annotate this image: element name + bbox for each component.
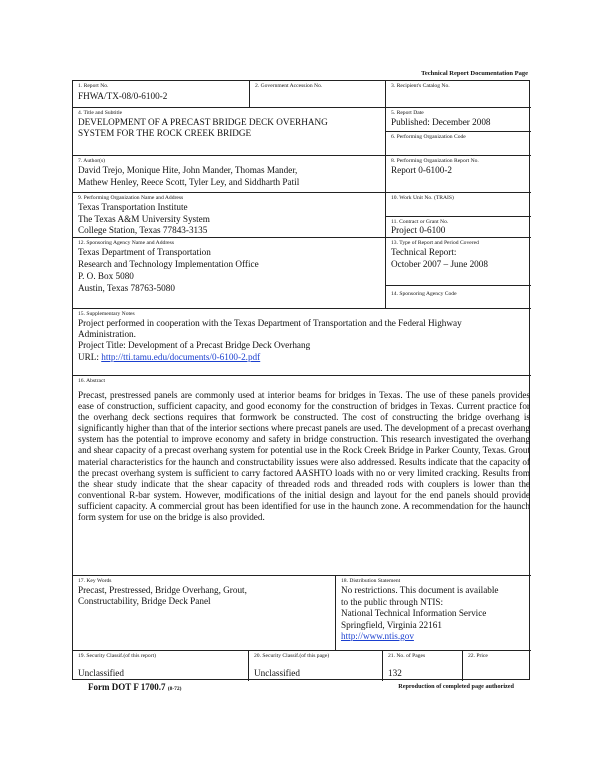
recipient-catalog-label: 3. Recipient's Catalog No.	[391, 83, 450, 89]
title-label: 4. Title and Subtitle	[78, 110, 123, 116]
supplementary-line-3: Project Title: Development of a Precast Bridge Deck Overhang	[78, 340, 311, 350]
sponsoring-agency-line-4: Austin, Texas 78763-5080	[78, 283, 175, 293]
distribution-line-2: to the public through NTIS:	[341, 596, 444, 607]
report-date-value: Published: December 2008	[391, 117, 491, 127]
report-no-cell	[73, 81, 249, 107]
gov-accession-cell	[249, 81, 385, 107]
org-code-label: 6. Performing Organization Code	[391, 134, 466, 140]
abstract-text: Precast, prestressed panels are commonly used at interior beams for bridges in Texas. The use of these panels provides ease of construction, sufficient capacity, and good economy for the construction of bridges in Texas. Current practice for the overhang deck sections requires that formwork be constructed. The cost of constructing the bridge overhang is significantly higher than that of the interior sections where precast panels are used. The development of a precast overhang system has the potential to improve economy and safety in bridge construction. This research investigated the overhang and shear capacity of a precast overhang system for potential use in the Rock Creek Bridge in Parker County, Texas. Grout material characteristics for the haunch and constructability issues were also addressed. Results indicate that the capacity of the precast overhang system is sufficient to carry factored AASHTO loads with no or very limited cracking. Results from the shear study indicate that the shear capacity of threaded rods and threaded rods with couplers is lower than the conventional R-bar system. However, modifications of the initial design and layout for the end panels should provide sufficient capacity. A commercial grout has been identified for use in the haunch zone. A recommendation for the haunch form system for use on the bridge is also provided.	[78, 390, 530, 523]
supplementary-line-1: Project performed in cooperation with the Texas Department of Transportation and the Federal Highway	[78, 318, 462, 328]
distribution-cell	[335, 575, 531, 650]
report-date-cell	[385, 107, 531, 131]
recipient-catalog-cell	[385, 81, 531, 107]
num-pages-cell	[382, 650, 462, 681]
num-pages-label: 21. No. of Pages	[388, 653, 426, 659]
key-words-cell	[73, 575, 335, 650]
security-page-label: 20. Security Classif.(of this page)	[254, 653, 330, 659]
supplementary-url-prefix: URL:	[78, 351, 102, 362]
distribution-url-link[interactable]: http://www.ntis.gov	[341, 631, 414, 641]
performing-org-cell	[73, 192, 385, 237]
security-page-value: Unclassified	[254, 668, 300, 678]
security-page-cell	[248, 650, 382, 681]
form-revision: (8-72)	[167, 686, 182, 692]
report-documentation-form	[72, 80, 530, 680]
report-no-value: FHWA/TX-08/0-6100-2	[78, 91, 168, 101]
performing-org-label: 9. Performing Organization Name and Address	[78, 195, 184, 201]
agency-code-label: 14. Sponsoring Agency Code	[391, 291, 457, 297]
security-report-cell	[73, 650, 248, 681]
supplementary-label: 15. Supplementary Notes	[78, 311, 135, 317]
distribution-label: 18. Distribution Statement	[341, 578, 401, 584]
authors-line-1: David Trejo, Monique Hite, John Mander, Thomas Mander,	[78, 165, 298, 175]
num-pages-value: 132	[388, 668, 402, 678]
security-report-value: Unclassified	[78, 668, 124, 678]
key-words-label: 17. Key Words	[78, 578, 112, 584]
price-cell	[462, 650, 531, 681]
supplementary-cell	[73, 308, 531, 375]
org-report-no-cell	[385, 155, 531, 192]
contract-label: 11. Contract or Grant No.	[391, 219, 449, 225]
title-line-1: DEVELOPMENT OF A PRECAST BRIDGE DECK OVERHANG	[78, 117, 328, 127]
report-type-cell	[385, 237, 531, 285]
sponsoring-agency-line-3: P. O. Box 5080	[78, 271, 134, 281]
supplementary-url-line	[78, 352, 260, 363]
report-no-label: 1. Report No.	[78, 83, 109, 89]
sponsoring-agency-cell	[73, 237, 385, 308]
work-unit-label: 10. Work Unit No. (TRAIS)	[391, 195, 454, 201]
sponsoring-agency-line-2: Research and Technology Implementation Office	[78, 259, 259, 269]
performing-org-line-3: College Station, Texas 77843-3135	[78, 225, 208, 235]
price-label: 22. Price	[468, 653, 488, 659]
security-report-label: 19. Security Classif.(of this report)	[78, 653, 156, 659]
page-title: Technical Report Documentation Page	[421, 70, 528, 77]
form-name: Form DOT F 1700.7	[88, 682, 166, 692]
title-line-2: SYSTEM FOR THE ROCK CREEK BRIDGE	[78, 127, 252, 138]
distribution-line-1: No restrictions. This document is available	[341, 585, 499, 595]
report-date-label: 5. Report Date	[391, 110, 424, 116]
contract-cell	[385, 216, 531, 237]
supplementary-url-link[interactable]: http://tti.tamu.edu/documents/0-6100-2.pdf	[101, 351, 261, 362]
sponsoring-agency-line-1: Texas Department of Transportation	[78, 247, 211, 257]
distribution-line-4: Springfield, Virginia 22161	[341, 619, 442, 630]
key-words-line-1: Precast, Prestressed, Bridge Overhang, Grout,	[78, 585, 247, 595]
agency-code-cell	[385, 285, 531, 308]
performing-org-line-1: Texas Transportation Institute	[78, 202, 188, 212]
authors-line-2: Mathew Henley, Reece Scott, Tyler Ley, and Siddharth Patil	[78, 176, 300, 187]
org-report-no-value: Report 0-6100-2	[391, 165, 452, 175]
key-words-line-2: Constructability, Bridge Deck Panel	[78, 596, 211, 606]
distribution-line-3: National Technical Information Service	[341, 608, 487, 618]
org-code-cell	[385, 131, 531, 155]
abstract-body	[78, 390, 530, 523]
form-number	[88, 682, 182, 692]
supplementary-line-2: Administration.	[78, 328, 136, 339]
org-report-no-label: 8. Performing Organization Report No.	[391, 158, 479, 164]
authors-cell	[73, 155, 385, 192]
sponsoring-agency-label: 12. Sponsoring Agency Name and Address	[78, 240, 175, 246]
authors-label: 7. Author(s)	[78, 158, 106, 164]
gov-accession-label: 2. Government Accession No.	[255, 83, 323, 89]
report-type-line-2: October 2007 – June 2008	[391, 259, 488, 269]
title-cell	[73, 107, 385, 155]
work-unit-cell	[385, 192, 531, 216]
reproduction-note: Reproduction of completed page authorized	[398, 683, 514, 690]
contract-value: Project 0-6100	[391, 225, 446, 235]
performing-org-line-2: The Texas A&M University System	[78, 213, 210, 224]
report-type-line-1: Technical Report:	[391, 247, 457, 257]
abstract-label: 16. Abstract	[78, 378, 106, 384]
report-type-label: 13. Type of Report and Period Covered	[391, 240, 479, 246]
